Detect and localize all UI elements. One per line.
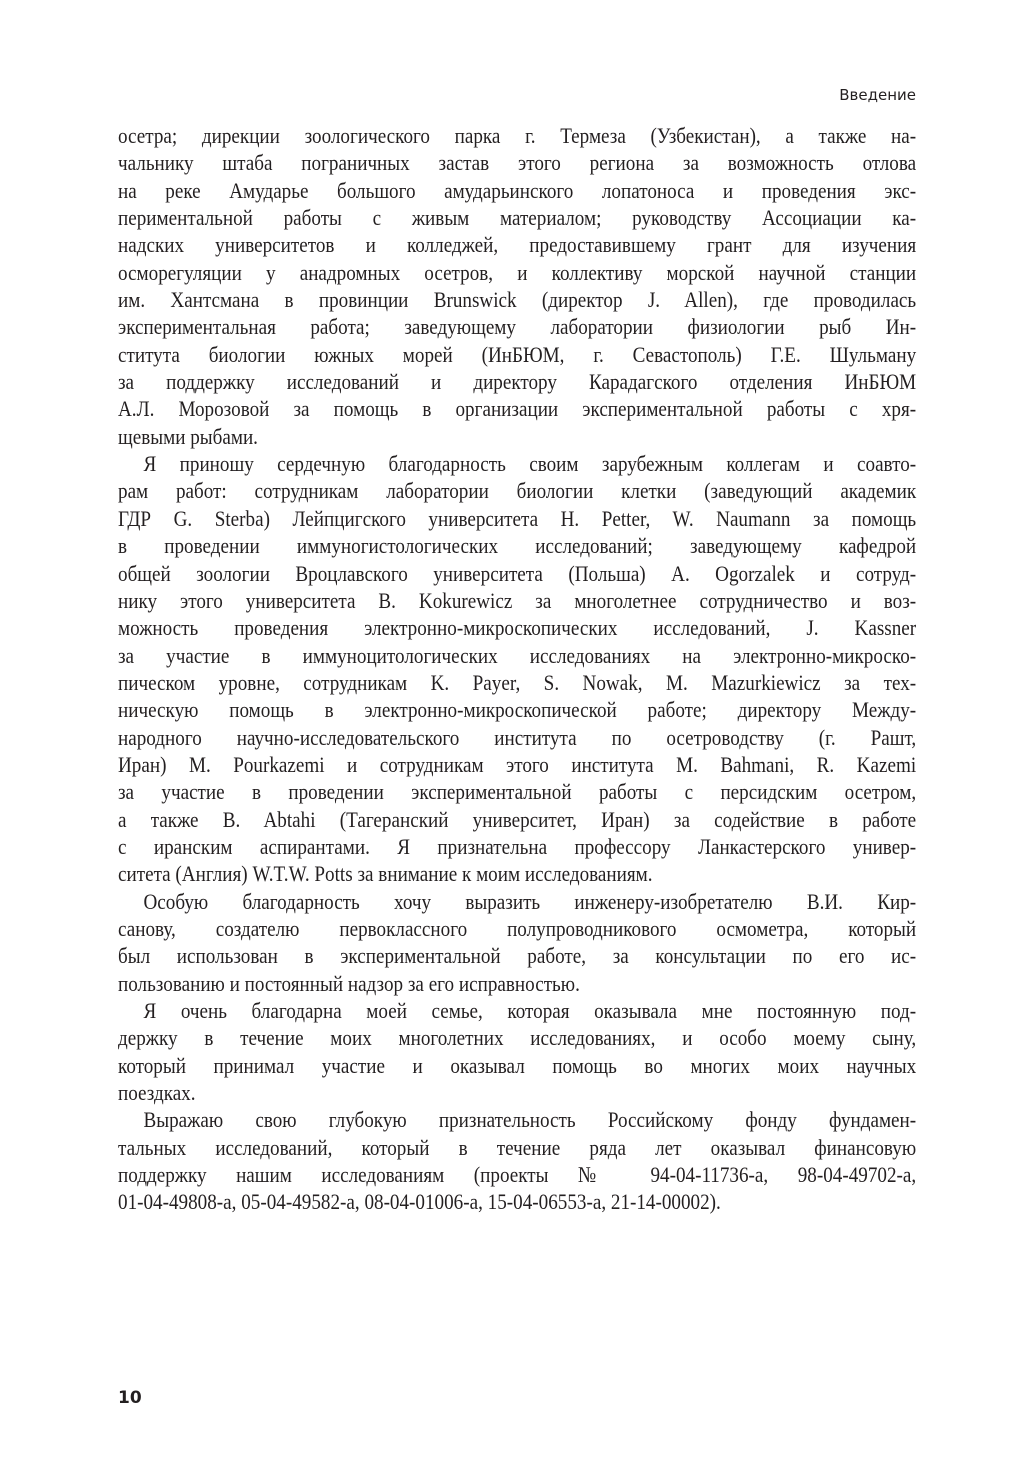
text-line: общей зоологии Вроцлавского университета (Польша) A. Ogorzalek и сотруд- [118, 560, 917, 586]
text-line: рам работ: сотрудникам лаборатории биологии клетки (заведующий академик [118, 478, 917, 504]
text-line: А.Л. Морозовой за помощь в организации экспериментальной работы с хря- [118, 396, 917, 422]
text-line: народного научно-исследовательского института по осетроводству (г. Рашт, [118, 724, 917, 750]
text-line: который принимал участие и оказывал помощь во многих моих научных [118, 1052, 917, 1078]
body-text [118, 122, 916, 1216]
text-line: в проведении иммуногистологических исследований; заведующему кафедрой [118, 533, 917, 559]
text-line: а также B. Abtahi (Тагеранский университет, Иран) за содействие в работе [118, 806, 917, 832]
text-line: нику этого университета B. Kokurewicz за многолетнее сотрудничество и воз- [118, 587, 917, 613]
text-line: держку в течение моих многолетних исследованиях, и особо моему сыну, [118, 1025, 917, 1051]
text-line: ситета (Англия) W.T.W. Potts за внимание к моим исследованиям. [118, 861, 653, 887]
text-line: пическом уровне, сотрудникам K. Payer, S. Nowak, M. Mazurkiewicz за тех- [118, 669, 917, 695]
text-line: ническую помощь в электронно-микроскопической работе; директору Между- [118, 697, 917, 723]
text-line: санову, создателю первоклассного полупроводникового осмометра, который [118, 915, 917, 941]
text-line: периментальной работы с живым материалом; руководству Ассоциации ка- [118, 205, 917, 231]
text-line: ститута биологии южных морей (ИнБЮМ, г. Севастополь) Г.Е. Шульману [118, 341, 917, 367]
text-line: с иранским аспирантами. Я признательна профессору Ланкастерского универ- [118, 833, 917, 859]
text-line: поездках. [118, 1080, 196, 1106]
paragraph [118, 450, 916, 888]
text-line: Иран) M. Pourkazemi и сотрудникам этого института M. Bahmani, R. Kazemi [118, 751, 917, 777]
text-line: тальных исследований, который в течение ряда лет оказывал финансовую [118, 1134, 917, 1160]
text-line: осетра; дирекции зоологического парка г. Термеза (Узбекистан), а также на- [118, 123, 917, 148]
text-line: ГДР G. Sterba) Лейпцигского университета H. Petter, W. Naumann за помощь [118, 505, 917, 531]
paragraph [118, 997, 916, 1106]
text-line: поддержку нашим исследованиям (проекты № 94-04-11736-а, 98-04-49702-а, [118, 1162, 917, 1188]
paragraph [118, 1106, 916, 1215]
text-line: за поддержку исследований и директору Карадагского отделения ИнБЮМ [118, 369, 917, 395]
paragraph [118, 888, 916, 997]
text-line: осморегуляции у анадромных осетров, и коллективу морской научной станции [118, 259, 917, 285]
text-line: 01-04-49808-а, 05-04-49582-а, 08-04-01006-а, 15-04-06553-а, 21-14-00002). [118, 1189, 721, 1215]
text-line: Я приношу сердечную благодарность своим зарубежным коллегам и соавто- [143, 451, 917, 477]
text-line: за участие в иммуноцитологических исследованиях на электронно-микроско- [118, 642, 917, 668]
text-line: Я очень благодарна моей семье, которая оказывала мне постоянную под- [143, 998, 917, 1023]
text-line: чальнику штаба пограничных застав этого региона за возможность отлова [118, 150, 917, 176]
text-line: Выражаю свою глубокую признательность Российскому фонду фундамен- [143, 1107, 917, 1133]
running-header: Введение [839, 86, 916, 104]
text-line: щевыми рыбами. [118, 423, 258, 449]
page-number: 10 [118, 1388, 142, 1408]
text-line: надских университетов и колледжей, предоставившему грант для изучения [118, 232, 917, 258]
paragraph [118, 122, 916, 450]
text-line: за участие в проведении экспериментальной работы с персидским осетром, [118, 779, 917, 805]
text-line: им. Хантсмана в провинции Brunswick (директор J. Allen), где проводилась [118, 287, 917, 313]
text-line: на реке Амударье большого амударьинского лопатоноса и проведения экс- [118, 177, 917, 203]
text-line: пользованию и постоянный надзор за его исправностью. [118, 970, 580, 996]
text-line: экспериментальная работа; заведующему лаборатории физиологии рыб Ин- [118, 314, 917, 340]
text-line: Особую благодарность хочу выразить инженеру-изобретателю В.И. Кир- [143, 888, 917, 914]
text-line: был использован в экспериментальной работе, за консультации по его ис- [118, 943, 917, 969]
text-line: можность проведения электронно-микроскопических исследований, J. Kassner [118, 615, 917, 641]
